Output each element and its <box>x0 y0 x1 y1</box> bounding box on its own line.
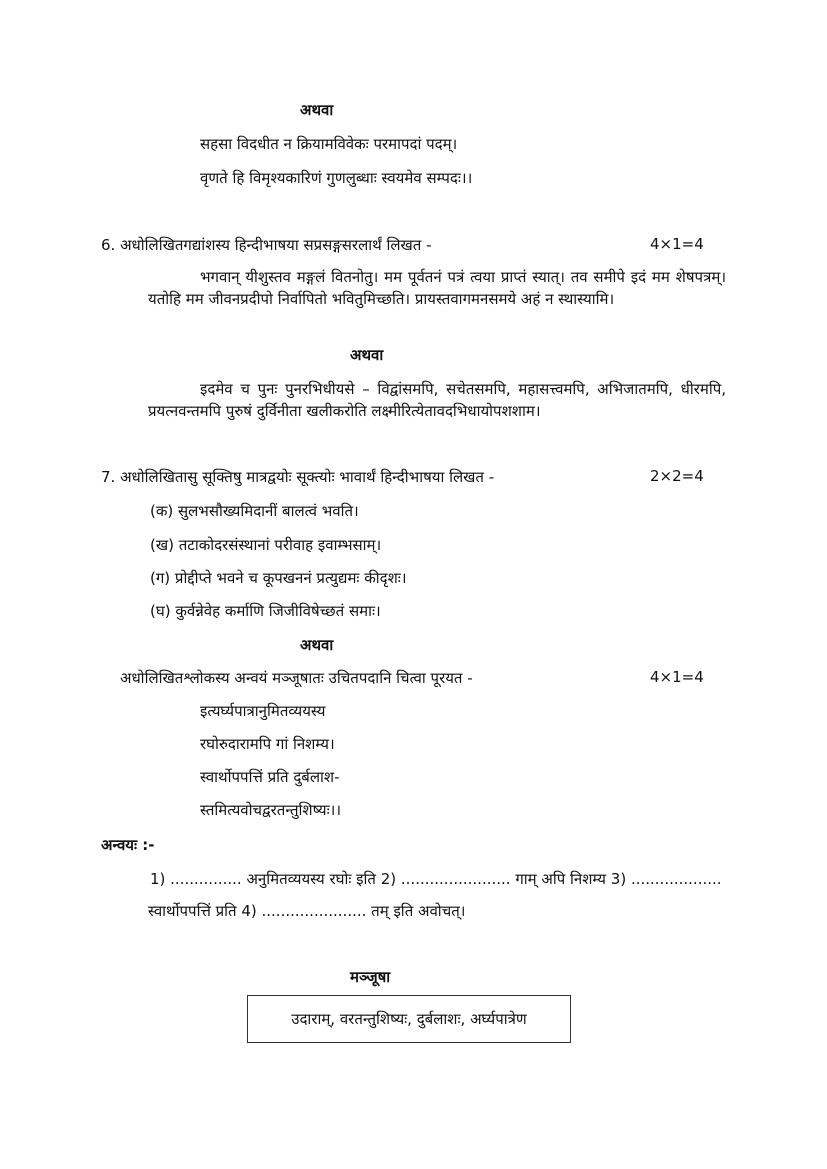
shloka-verse-line: स्वार्थोपपत्तिं प्रति दुर्बलाश- <box>200 768 340 786</box>
question-6-marks: 4×1=4 <box>650 235 704 253</box>
manjusha-words: उदाराम्, वरतन्तुशिष्यः, दुर्बलाशः, अर्घ्यपात्रेण <box>291 1010 527 1028</box>
shloka-verse-line: इत्यर्घ्यपात्रानुमितव्ययस्य <box>200 702 326 720</box>
manjusha-title: मञ्जूषा <box>350 968 391 986</box>
question-7-alternative: अधोलिखितश्लोकस्य अन्वयं मञ्जूषातः उचितपदानि चित्वा पूरयत - <box>120 669 473 687</box>
shloka-line-1: सहसा विदधीत न क्रियामविवेकः परमापदां पदम्। <box>200 135 458 153</box>
shloka-verse-line: स्तमित्यवोचद्वरतन्तुशिष्यः।। <box>200 801 342 819</box>
sukti-item: (ग) प्रोद्दीप्ते भवने च कूपखननं प्रत्युद्यमः कीदृशः। <box>150 569 407 587</box>
anvaya-label: अन्वयः :- <box>101 836 155 854</box>
sukti-item: (क) सुलभसौख्यमिदानीं बालत्वं भवति। <box>150 502 359 520</box>
sukti-item: (घ) कुर्वन्नेवेह कर्माणि जिजीविषेच्छतं समाः। <box>150 602 381 620</box>
question-6-passage-1: भगवान् यीशुस्तव मङ्गलं वितनोतु। मम पूर्वतनं पत्रं त्वया प्राप्तं स्यात्। तव समीपे इदं मम शेषपत्रम्। यतोहि मम जीवनप्रदीपो निर्वापितो भवितुमिच्छति। प्रायस्तवागमनसमये अहं न स्थास्यामि। <box>148 268 726 308</box>
question-6-passage-2: इदमेव च पुनः पुनरभिधीयसे – विद्वांसमपि, सचेतसमपि, महासत्त्वमपि, अभिजातमपि, धीरमपि, प्रयत्नवन्तमपि पुरुषं दुर्विनीता खलीकरोति लक्ष्मीरित्येतावदभिधायोपशशाम। <box>148 380 726 420</box>
question-7-marks: 2×2=4 <box>650 467 704 485</box>
question-7-alternative-marks: 4×1=4 <box>650 668 704 686</box>
question-6: 6. अधोलिखितगद्यांशस्य हिन्दीभाषया सप्रसङ्गसरलार्थं लिखत - <box>101 236 432 254</box>
sukti-item: (ख) तटाकोदरसंस्थानां परीवाह इवाम्भसाम्। <box>150 536 382 554</box>
question-7: 7. अधोलिखितासु सूक्तिषु मात्रद्वयोः सूक्त्योः भावार्थं हिन्दीभाषया लिखत - <box>101 468 495 486</box>
athava-heading-3: अथवा <box>300 636 334 654</box>
manjusha-box <box>247 995 571 1043</box>
shloka-line-2: वृणते हि विमृश्यकारिणं गुणलुब्धाः स्वयमेव सम्पदः।। <box>200 169 473 187</box>
athava-heading-2: अथवा <box>350 346 384 364</box>
athava-heading-1: अथवा <box>300 101 334 119</box>
shloka-verse-line: रघोरुदारामपि गां निशम्य। <box>200 735 335 753</box>
anvaya-line-1: 1) ............... अनुमितव्ययस्य रघोः इति 2) ....................... गाम् अपि निशम्य 3) ................... <box>150 870 722 888</box>
anvaya-line-2: स्वार्थोपपत्तिं प्रति 4) ...................... तम् इति अवोचत्। <box>148 902 466 920</box>
